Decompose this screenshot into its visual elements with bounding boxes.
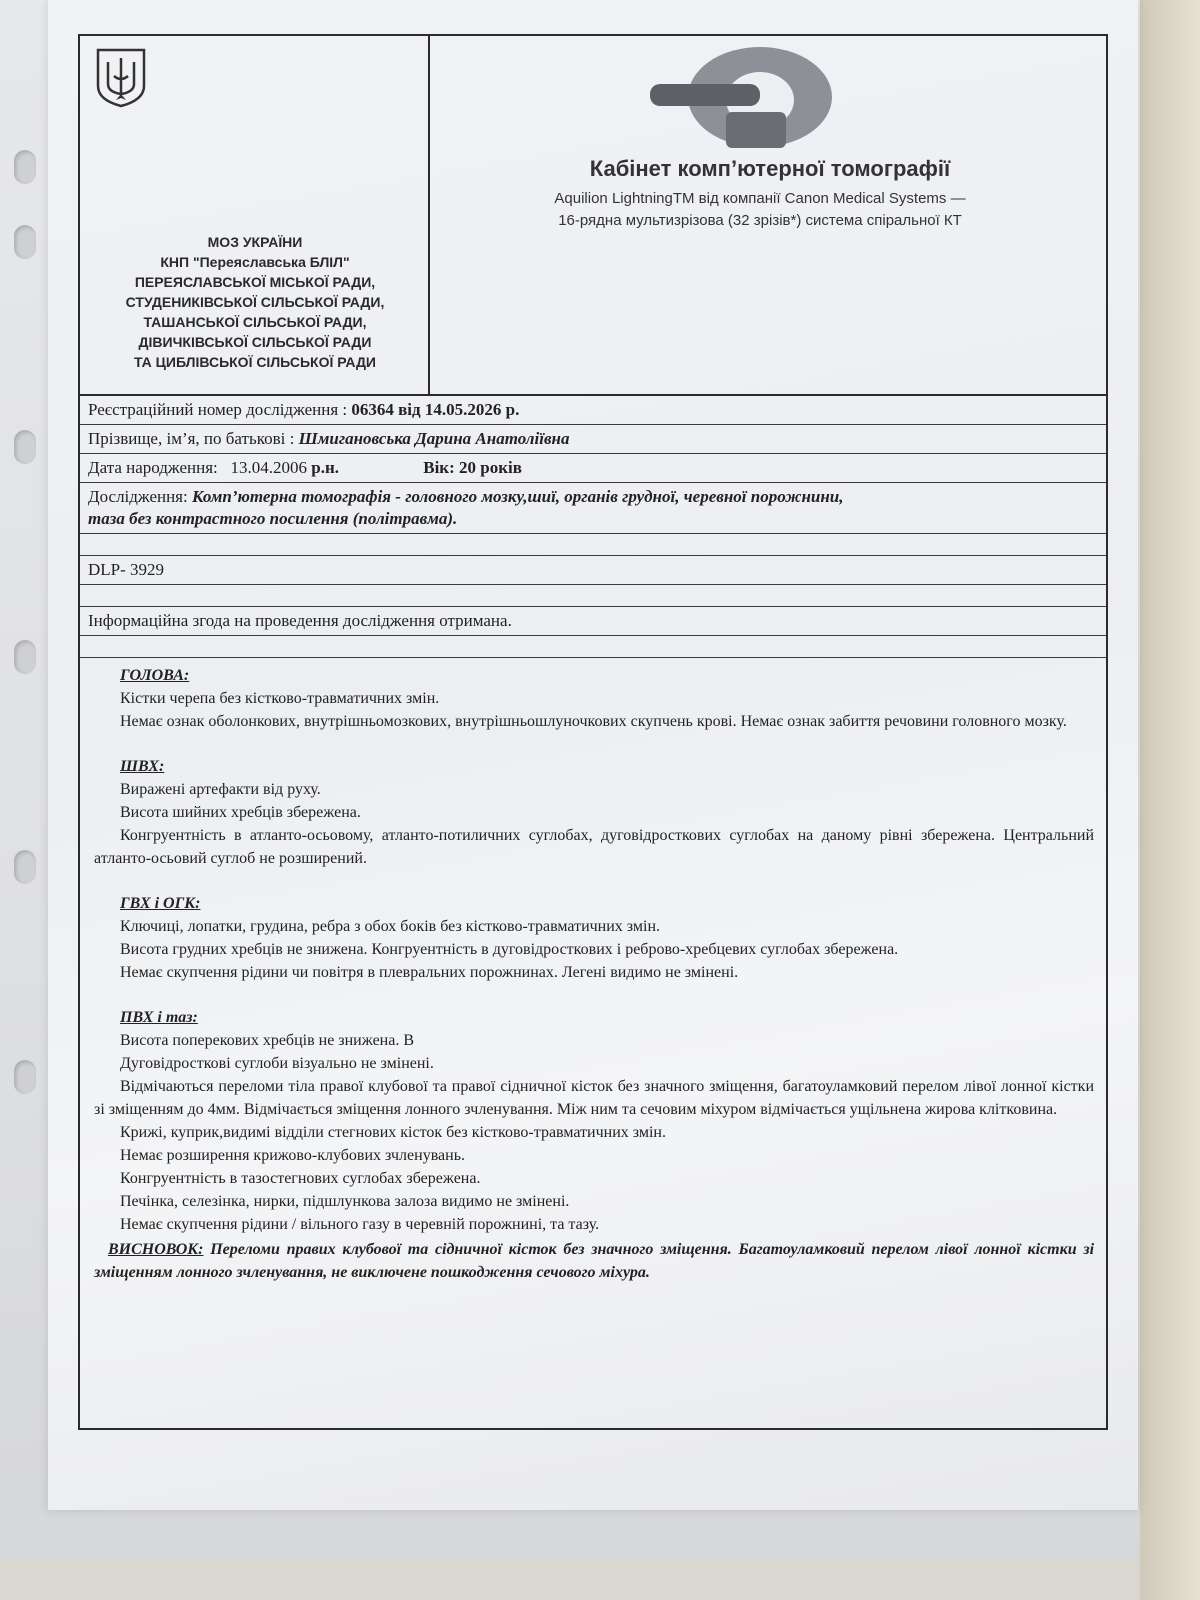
registration-label: Реєстраційний номер дослідження : <box>88 400 348 419</box>
dlp-value: DLP- 3929 <box>88 560 165 579</box>
patient-name: Шмигановська Дарина Анатоліївна <box>298 429 570 448</box>
cabinet-title: Кабінет комп’ютерної томографії <box>589 156 951 181</box>
patient-age: Вік: 20 років <box>423 458 522 477</box>
desk-background <box>1140 0 1200 1600</box>
birth-row <box>80 454 1106 483</box>
institution-name <box>90 232 420 372</box>
cabinet-subtitle-line: 16-рядна мультизрізова (32 зрізів*) система спіральної КТ <box>558 212 962 229</box>
finding-line: Відмічаються переломи тіла правої клубової та правої сідничної кісток без значного зміщення, багатоуламковий перелом лівої лонної кістки зі зміщенням до 4мм. Відмічається зміщення лонного зчленування. Між ним та сечовим міхуром відмічається ущільнена жирова клітковина. <box>94 1078 1094 1118</box>
consent-row <box>80 607 1106 636</box>
birth-suffix: р.н. <box>311 458 339 477</box>
finding-line: Конгруентність в атланто-осьовому, атланто-потиличних суглобах, дуговідросткових суглобах на даному рівні збережена. Центральний атланто-осьовий суглоб не розширений. <box>94 827 1094 867</box>
institution-block <box>80 36 430 394</box>
section-head <box>94 664 1094 733</box>
blank-row <box>80 636 1106 658</box>
dlp-row <box>80 556 1106 585</box>
finding-line: Ключиці, лопатки, грудина, ребра з обох боків без кістково-травматичних змін. <box>120 918 661 935</box>
birth-label: Дата народження: <box>88 458 218 477</box>
report-frame <box>78 34 1108 1430</box>
punch-hole <box>14 150 36 184</box>
org-line: ДІВИЧКІВСЬКОЇ СІЛЬСЬКОЇ РАДИ <box>138 334 372 350</box>
org-line: СТУДЕНИКІВСЬКОЇ СІЛЬСЬКОЇ РАДИ, <box>125 294 385 310</box>
study-label: Дослідження: <box>88 487 188 506</box>
cabinet-subtitle-line: Aquilion LightningTM від компанії Canon Medical Systems — <box>554 190 966 207</box>
finding-line: Дуговідросткові суглоби візуально не змінені. <box>120 1055 434 1072</box>
ct-scanner-icon <box>630 42 850 152</box>
section-title: ПВХ і таз: <box>120 1009 198 1026</box>
patient-info-table <box>80 396 1106 658</box>
conclusion-text: Переломи правих клубової та сідничної кісток без значного зміщення. Багатоуламковий перелом лівої лонної кістки зі зміщенням лонного зчленування, не виключене пошкодження сечового міхура. <box>94 1241 1095 1281</box>
report-header <box>80 36 1106 396</box>
study-row <box>80 483 1106 534</box>
findings <box>94 664 1094 1284</box>
registration-row <box>80 396 1106 425</box>
name-row <box>80 425 1106 454</box>
section-cervical <box>94 755 1094 870</box>
study-description: Комп’ютерна томографія - головного мозку,шиї, органів грудної, черевної порожнини, <box>191 487 844 506</box>
punch-hole <box>14 430 36 464</box>
section-thoracic <box>94 892 1094 984</box>
study-description-cont: таза без контрастного посилення (політравма). <box>88 509 458 528</box>
org-line: МОЗ УКРАЇНИ <box>207 234 303 250</box>
trident-icon <box>94 46 148 108</box>
finding-line: Немає розширення крижово-клубових зчленувань. <box>120 1147 465 1164</box>
finding-line: Висота шийних хребців збережена. <box>120 804 361 821</box>
birth-date: 13.04.2006 <box>230 458 307 477</box>
finding-line: Конгруентність в тазостегнових суглобах збережена. <box>120 1170 481 1187</box>
finding-line: Немає скупчення рідини чи повітря в плевральних порожнинах. Легені видимо не змінені. <box>120 964 739 981</box>
finding-line: Висота поперекових хребців не знижена. В <box>120 1032 415 1049</box>
finding-line: Кістки черепа без кістково-травматичних змін. <box>120 690 440 707</box>
cabinet-block <box>430 36 1106 394</box>
section-title: ГОЛОВА: <box>120 667 190 684</box>
finding-line: Виражені артефакти від руху. <box>120 781 321 798</box>
finding-line: Висота грудних хребців не знижена. Конгруентність в дуговідросткових і реброво-хребцевих суглобах збережена. <box>120 941 899 958</box>
cabinet-subtitle <box>480 188 1040 232</box>
name-label: Прізвище, ім’я, по батькові : <box>88 429 295 448</box>
org-line: ТА ЦИБЛІВСЬКОЇ СІЛЬСЬКОЇ РАДИ <box>134 354 376 370</box>
section-title: ГВХ і ОГК: <box>120 895 201 912</box>
registration-number: 06364 <box>351 400 394 419</box>
blank-row <box>80 585 1106 607</box>
section-lumbar-pelvis <box>94 1006 1094 1236</box>
punch-hole <box>14 1060 36 1094</box>
blank-row <box>80 534 1106 556</box>
org-line: ТАШАНСЬКОЇ СІЛЬСЬКОЇ РАДИ, <box>143 314 367 330</box>
finding-line: Немає ознак оболонкових, внутрішньомозкових, внутрішньошлуночкових скупчень крові. Немає ознак забиття речовини головного мозку. <box>120 713 1067 730</box>
finding-line: Немає скупчення рідини / вільного газу в черевній порожнині, та тазу. <box>120 1216 600 1233</box>
org-line: ПЕРЕЯСЛАВСЬКОЇ МІСЬКОЇ РАДИ, <box>134 274 376 290</box>
finding-line: Печінка, селезінка, нирки, підшлункова залоза видимо не змінені. <box>120 1193 570 1210</box>
punch-hole <box>14 640 36 674</box>
section-title: ШВХ: <box>120 758 165 775</box>
conclusion-label: ВИСНОВОК: <box>108 1241 204 1258</box>
consent-text: Інформаційна згода на проведення дослідження отримана. <box>88 611 512 630</box>
registration-date: від 14.05.2026 р. <box>398 400 520 419</box>
document-page <box>48 0 1138 1510</box>
punch-hole <box>14 225 36 259</box>
conclusion <box>94 1238 1094 1284</box>
org-line: КНП "Переяславська БЛІЛ" <box>160 254 350 270</box>
finding-line: Крижі, куприк,видимі відділи стегнових кісток без кістково-травматичних змін. <box>120 1124 666 1141</box>
punch-hole <box>14 850 36 884</box>
